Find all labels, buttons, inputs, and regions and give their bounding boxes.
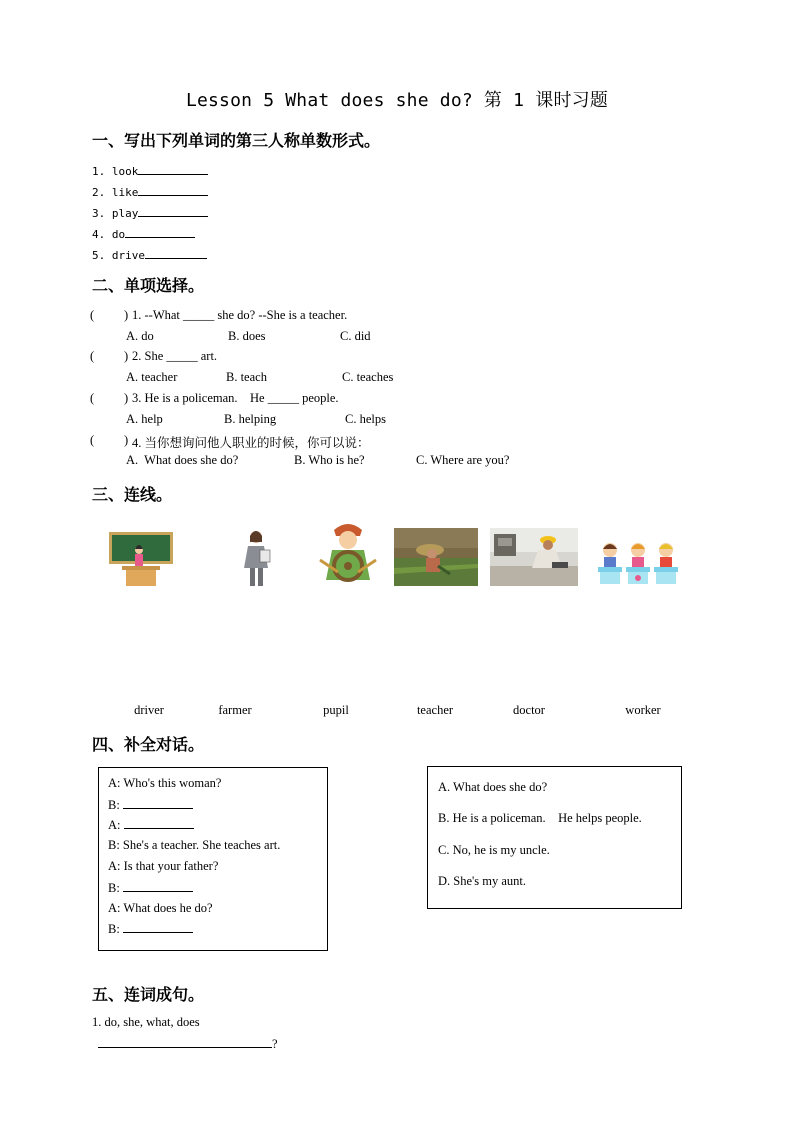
s1-item-text: 4. do [92, 228, 126, 241]
q1-option-a[interactable]: A. do [126, 329, 154, 343]
dialog-option-a: A. What does she do? [438, 780, 548, 794]
doctor-with-clipboard-image[interactable] [238, 528, 278, 588]
s1-item-text: 1. look [92, 165, 139, 178]
dialog-line-6 [108, 880, 193, 896]
q3-option-b[interactable]: B. helping [224, 412, 277, 426]
s1-item-3 [92, 205, 208, 220]
s1-item-text: 3. play [92, 207, 139, 220]
teacher-at-blackboard-image[interactable] [108, 530, 174, 588]
dialog-speaker: B: [108, 881, 120, 895]
answer-paren-open: ( [90, 308, 95, 322]
s5-answer-line [98, 1036, 278, 1052]
answer-blank[interactable] [123, 921, 193, 933]
q3-option-c[interactable]: C. helps [345, 412, 386, 426]
s1-item-text: 2. like [92, 186, 139, 199]
answer-paren-close: ) [124, 391, 129, 405]
q1-option-c[interactable]: C. did [340, 329, 371, 343]
answer-paren-open: ( [90, 349, 95, 363]
question-4: 4. 当你想询问他人职业的时候，你可以说： [132, 436, 370, 450]
q1-option-b[interactable]: B. does [228, 329, 266, 343]
s1-item-5 [92, 247, 207, 262]
answer-blank[interactable] [124, 817, 194, 829]
answer-blank[interactable] [138, 163, 208, 175]
question-1: 1. --What _____ she do? --She is a teacher. [132, 308, 348, 322]
question-2: 2. She _____ art. [132, 349, 218, 363]
s1-item-text: 5. drive [92, 249, 145, 262]
dialog-speaker: B: [108, 922, 120, 936]
match-label-driver[interactable]: driver [134, 703, 164, 717]
section-5-heading: 五、连词成句。 [92, 985, 205, 1004]
answer-blank[interactable] [138, 184, 208, 196]
dialog-option-d: D. She's my aunt. [438, 874, 527, 888]
dialog-line-4: B: She's a teacher. She teaches art. [108, 838, 281, 852]
answer-paren-open: ( [90, 433, 95, 447]
section-4-heading: 四、补全对话。 [92, 735, 205, 754]
q4-option-c[interactable]: C. Where are you? [416, 453, 510, 467]
s5-end-punct: ? [272, 1037, 278, 1051]
pupils-at-desks-image[interactable] [596, 540, 682, 588]
driver-at-wheel-image[interactable] [316, 520, 380, 588]
match-label-teacher[interactable]: teacher [416, 703, 454, 717]
match-label-doctor[interactable]: doctor [513, 703, 545, 717]
dialog-line-5: A: Is that your father? [108, 859, 219, 873]
section-1-heading: 一、写出下列单词的第三人称单数形式。 [92, 131, 381, 150]
dialog-line-2 [108, 797, 193, 813]
s5-item-1: 1. do, she, what, does [92, 1015, 200, 1029]
dialog-option-b: B. He is a policeman. He helps people. [438, 811, 642, 825]
answer-paren-close: ) [124, 349, 129, 363]
dialog-speaker: B: [108, 798, 120, 812]
dialog-line-8 [108, 921, 193, 937]
match-label-farmer[interactable]: farmer [218, 703, 252, 717]
answer-blank[interactable] [123, 797, 193, 809]
dialog-speaker: A: [108, 818, 121, 832]
question-3: 3. He is a policeman. He _____ people. [132, 391, 339, 405]
answer-blank[interactable] [123, 880, 193, 892]
farmer-in-field-image[interactable] [394, 528, 478, 586]
answer-blank[interactable] [138, 205, 208, 217]
section-3-heading: 三、连线。 [92, 485, 173, 504]
answer-paren-close: ) [124, 433, 129, 447]
worker-at-construction-image[interactable] [490, 528, 578, 586]
q3-option-a[interactable]: A. help [126, 412, 163, 426]
q2-option-a[interactable]: A. teacher [126, 370, 178, 384]
s1-item-1 [92, 163, 208, 178]
q4-option-b[interactable]: B. Who is he? [294, 453, 365, 467]
q2-option-b[interactable]: B. teach [226, 370, 267, 384]
answer-blank[interactable] [125, 226, 195, 238]
dialog-line-7: A: What does he do? [108, 901, 213, 915]
dialog-option-c: C. No, he is my uncle. [438, 843, 550, 857]
answer-blank[interactable] [145, 247, 207, 259]
match-label-worker[interactable]: worker [625, 703, 661, 717]
s1-item-2 [92, 184, 208, 199]
answer-paren-open: ( [90, 391, 95, 405]
dialog-line-1: A: Who's this woman? [108, 776, 222, 790]
q4-option-a[interactable]: A. What does she do? [126, 453, 239, 467]
s1-item-4 [92, 226, 195, 241]
page-title: Lesson 5 What does she do? 第 1 课时习题 [185, 90, 609, 111]
dialog-line-3 [108, 817, 194, 833]
match-label-pupil[interactable]: pupil [323, 703, 349, 717]
answer-blank[interactable] [98, 1036, 272, 1048]
section-2-heading: 二、单项选择。 [92, 276, 205, 295]
q2-option-c[interactable]: C. teaches [342, 370, 394, 384]
answer-paren-close: ) [124, 308, 129, 322]
